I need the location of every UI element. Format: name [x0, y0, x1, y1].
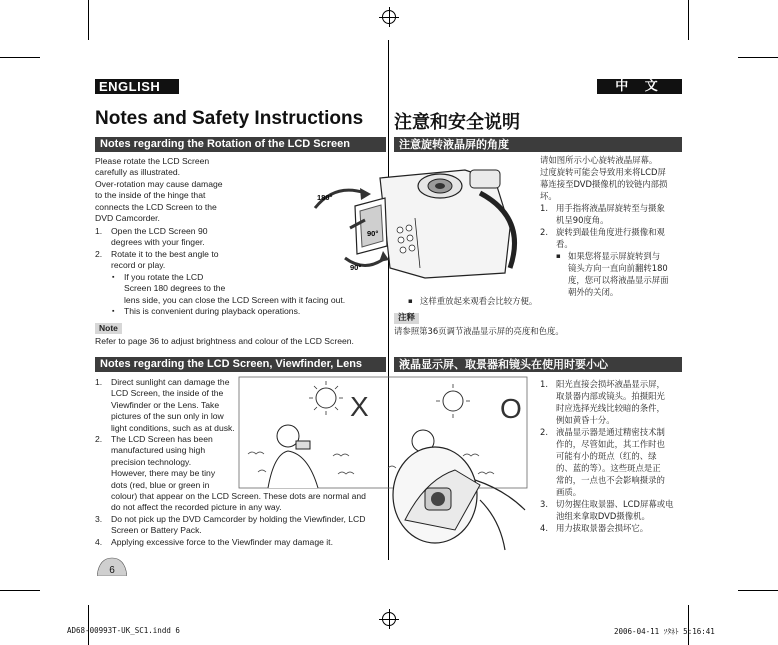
camcorder-rotation-illustration — [305, 158, 540, 283]
good-mark: O — [500, 393, 522, 424]
angle-label-90-lower: 90° — [350, 263, 362, 272]
rotation-intro-zh: 请如图所示小心旋转液晶屏幕。 过度旋转可能会导致用来将LCD屏 幕连接至DVD摄像机的铰链内部损 坏。 — [540, 155, 668, 201]
crop-mark — [688, 0, 689, 40]
list-item: 3. 切勿握住取景器、LCD屏幕或电 池组来拿取DVD摄像机。 — [540, 499, 674, 521]
crop-mark — [88, 605, 89, 645]
rotation-bullet2-zh — [408, 295, 688, 307]
list-item: ▪ 如果您将显示屏旋转到与 镜头方向一直向前翻转180 度，您可以将液晶显示屏面 朝外的关闭。 — [556, 250, 686, 298]
crop-mark — [738, 57, 778, 58]
bad-mark: X — [350, 391, 369, 422]
crop-mark — [0, 590, 40, 591]
section-title-lcd: Notes regarding the LCD Screen, Viewfinder, Lens — [95, 357, 386, 372]
rotation-intro: Please rotate the LCD Screen carefully as illustrated. Over-rotation may cause damage to the inside of the hinge that connects the LCD Screen to the DVD Camcorder. — [95, 156, 223, 224]
list-item: 1. 用手指将液晶屏旋转至与摄象 机呈90度角。 — [540, 203, 665, 225]
crop-mark — [0, 57, 40, 58]
list-item: 4. 用力拔取景器会损坏它。 — [540, 523, 649, 533]
crop-mark — [88, 0, 89, 40]
section-title-lcd-zh: 液晶显示屏、取景器和镜头在使用时要小心 — [394, 357, 682, 372]
lcd-steps-zh — [540, 378, 688, 534]
list-item: 2. The LCD Screen has been manufactured using high precision technology. However, there may be tiny dots (red, blue or green in colour) that appear on the LCD Screen. These dots are normal and do not affect the recorded picture in any way. — [95, 434, 366, 513]
note-label-zh: 注释 — [394, 313, 419, 324]
page-title-english: Notes and Safety Instructions — [95, 108, 364, 129]
rotation-steps-zh — [540, 202, 685, 250]
list-item: 4. Applying excessive force to the Viewfinder may damage it. — [95, 536, 333, 547]
page-number-badge — [97, 556, 127, 576]
note-text-zh: 请参照第36页调节液晶显示屏的亮度和色度。 — [394, 326, 564, 336]
language-tag-chinese: 中 文 — [597, 79, 682, 94]
list-item: 1. 阳光直接会损坏液晶显示屏， 取景器内部或镜头。拍摄阳光 时应选择光线比较暗的条件， 例如黄昏十分。 — [540, 379, 665, 425]
crop-mark — [738, 590, 778, 591]
list-item: 2. Rotate it to the best angle to record or play. — [95, 248, 219, 271]
note-label: Note — [95, 323, 122, 334]
rotation-steps — [95, 226, 265, 272]
page-number: 6 — [109, 565, 115, 576]
list-item: ▪ This is convenient during playback operations. — [112, 306, 388, 317]
note-text: Refer to page 36 to adjust brightness and colour of the LCD Screen. — [95, 336, 354, 346]
list-item: ▪ 这样重放起来观看会比较方便。 — [408, 295, 688, 307]
list-item: 1. Open the LCD Screen 90 degrees with your finger. — [95, 226, 208, 248]
angle-label-180: 180° — [317, 193, 333, 202]
registration-mark — [382, 10, 396, 24]
section-title-rotation: Notes regarding the Rotation of the LCD Screen — [95, 137, 386, 152]
list-item: ▪ If you rotate the LCD Screen 180 degrees to the lens side, you can close the LCD Screen with it facing out. — [112, 272, 388, 306]
language-tag-english: ENGLISH — [95, 79, 179, 94]
registration-mark — [382, 612, 396, 626]
section-title-rotation-zh: 注意旋转液晶屏的角度 — [394, 137, 682, 152]
list-item: 3. Do not pick up the DVD Camcorder by holding the Viewfinder, LCD Screen or Battery Pack. — [95, 513, 366, 536]
page-title-chinese: 注意和安全说明 — [394, 112, 520, 133]
angle-label-90: 90° — [367, 229, 379, 238]
list-item: 1. Direct sunlight can damage the LCD Screen, the inside of the Viewfinder or the Lens. Take pictures of the sun only in low light conditions, such as at dusk. — [95, 377, 235, 433]
footer-file: AD68-00993T-UK_SC1.indd 6 — [67, 626, 180, 635]
list-item: 2. 旋转到最佳角度进行摄像和观 看。 — [540, 227, 665, 249]
crop-mark — [688, 605, 689, 645]
rotation-bullets-zh — [556, 250, 686, 298]
viewfinder-illustration — [385, 440, 533, 558]
list-item: 2. 液晶显示器是通过精密技术制 作的，尽管如此，其工作时也 可能有小的斑点（红的、绿 的、蓝的等）。这些斑点是正 常的，一点也不会影响摄录的 画质。 — [540, 427, 665, 497]
footer-date: 2006-04-11 ｿﾀﾈﾄ 5:16:41 — [614, 627, 715, 636]
